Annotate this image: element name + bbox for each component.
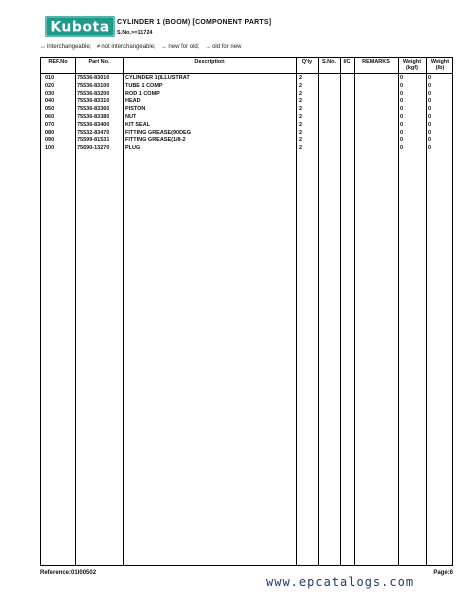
table-row: [41, 114, 452, 122]
cell-qty: 2: [299, 121, 303, 128]
cell-weight-kgf: 0: [400, 82, 404, 89]
header-part-no: Part No.: [88, 59, 110, 65]
cell-weight-lb: 0: [428, 90, 432, 97]
interchangeable-icon: ↔: [40, 44, 46, 50]
cell-ref: 040: [45, 98, 55, 105]
header-ic: I/C: [343, 59, 351, 65]
cell-ref: 090: [45, 137, 55, 144]
svg-text:Kubota: Kubota: [50, 19, 110, 36]
cell-weight-lb: 0: [428, 113, 432, 120]
cell-weight-kgf: 0: [400, 98, 404, 105]
cell-weight-lb: 0: [428, 75, 432, 81]
table-row: [41, 106, 452, 114]
cell-weight-kgf: 0: [400, 137, 404, 144]
cell-weight-lb: 0: [428, 121, 432, 128]
cell-description: CYLINDER 1(ILLUSTRAT: [125, 75, 190, 81]
cell-qty: 2: [299, 82, 303, 89]
legend-not-interchangeable: not interchangeable;: [101, 44, 156, 50]
cell-part-no: 75536-83360: [77, 106, 110, 113]
table-body: [41, 75, 452, 153]
cell-description: TUBE 1 COMP: [125, 82, 163, 89]
table-row: [41, 83, 452, 91]
cell-weight-lb: 0: [428, 82, 432, 89]
legend-old-for-new: old for new: [212, 44, 242, 50]
cell-description: FITTING GREASE(90DEG: [125, 129, 192, 136]
legend: [40, 44, 241, 50]
legend-interchangeable: interchangeable;: [47, 44, 92, 50]
cell-qty: 2: [299, 106, 303, 113]
header-remarks: REMARKS: [362, 59, 390, 65]
cell-ref: 080: [45, 129, 55, 136]
cell-ref: 100: [45, 145, 55, 152]
cell-description: FITTING GREASE(1/8-2: [125, 137, 186, 144]
cell-weight-lb: 0: [428, 106, 432, 113]
page-title: CYLINDER 1 (BOOM) [COMPONENT PARTS]: [117, 19, 272, 26]
footer-page-number: Page:6: [433, 570, 453, 576]
cell-part-no: 75532-83470: [77, 129, 110, 136]
table-row: [41, 130, 452, 138]
cell-weight-kgf: 0: [400, 129, 404, 136]
cell-part-no: 75536-83100: [77, 82, 110, 89]
cell-weight-kgf: 0: [400, 90, 404, 97]
header-sno: S.No.: [321, 59, 337, 65]
header-description: Description: [194, 59, 225, 65]
cell-qty: 2: [299, 98, 303, 105]
legend-new-for-old: new for old;: [168, 44, 200, 50]
table-row: [41, 91, 452, 99]
cell-weight-kgf: 0: [400, 121, 404, 128]
cell-description: PLUG: [125, 145, 141, 152]
header-weight-lb: Weight (lb): [430, 59, 450, 71]
cell-weight-kgf: 0: [400, 145, 404, 152]
cell-description: KIT SEAL: [125, 121, 151, 128]
cell-description: PISTON: [125, 106, 146, 113]
cell-qty: 2: [299, 145, 303, 152]
cell-ref: 050: [45, 106, 55, 113]
table-row: [41, 145, 452, 153]
cell-ref: 060: [45, 113, 55, 120]
cell-weight-lb: 0: [428, 145, 432, 152]
cell-qty: 2: [299, 137, 303, 144]
cell-part-no: 75536-83400: [77, 121, 110, 128]
cell-qty: 2: [299, 75, 303, 81]
header-weight-kgf: Weight (kgf): [402, 59, 422, 71]
table-row: [41, 122, 452, 130]
cell-qty: 2: [299, 113, 303, 120]
header-ref: REF.No: [48, 59, 68, 65]
cell-ref: 020: [45, 82, 55, 89]
cell-description: ROD 1 COMP: [125, 90, 160, 97]
serial-number: S.No.>=11724: [117, 30, 153, 36]
cell-ref: 010: [45, 75, 55, 81]
header-qty: Q'ty: [301, 59, 313, 65]
cell-description: NUT: [125, 113, 137, 120]
cell-ref: 030: [45, 90, 55, 97]
cell-weight-kgf: 0: [400, 113, 404, 120]
cell-weight-lb: 0: [428, 129, 432, 136]
table-row: [41, 137, 452, 145]
cell-part-no: 75536-83310: [77, 98, 110, 105]
new-for-old-icon: ←: [161, 44, 168, 50]
kubota-logo-icon: [45, 16, 115, 37]
cell-part-no: 75599-81531: [77, 137, 110, 144]
cell-qty: 2: [299, 129, 303, 136]
cell-weight-lb: 0: [428, 137, 432, 144]
cell-part-no: 75536-83380: [77, 113, 110, 120]
old-for-new-icon: →: [205, 44, 212, 50]
cell-description: HEAD: [125, 98, 141, 105]
cell-weight-lb: 0: [428, 98, 432, 105]
cell-weight-kgf: 0: [400, 106, 404, 113]
cell-weight-kgf: 0: [400, 75, 404, 81]
not-interchangeable-icon: ≠: [97, 44, 101, 50]
watermark: www.epcatalogs.com: [266, 575, 415, 589]
parts-table: [40, 57, 453, 566]
table-row: [41, 98, 452, 106]
cell-part-no: 75690-13270: [77, 145, 110, 152]
cell-qty: 2: [299, 90, 303, 97]
table-row: [41, 75, 452, 83]
kubota-logo: [45, 16, 115, 37]
cell-part-no: 75536-83010: [77, 75, 110, 81]
footer-reference: Reference:01I00502: [40, 570, 97, 576]
cell-part-no: 75536-83200: [77, 90, 110, 97]
cell-ref: 070: [45, 121, 55, 128]
